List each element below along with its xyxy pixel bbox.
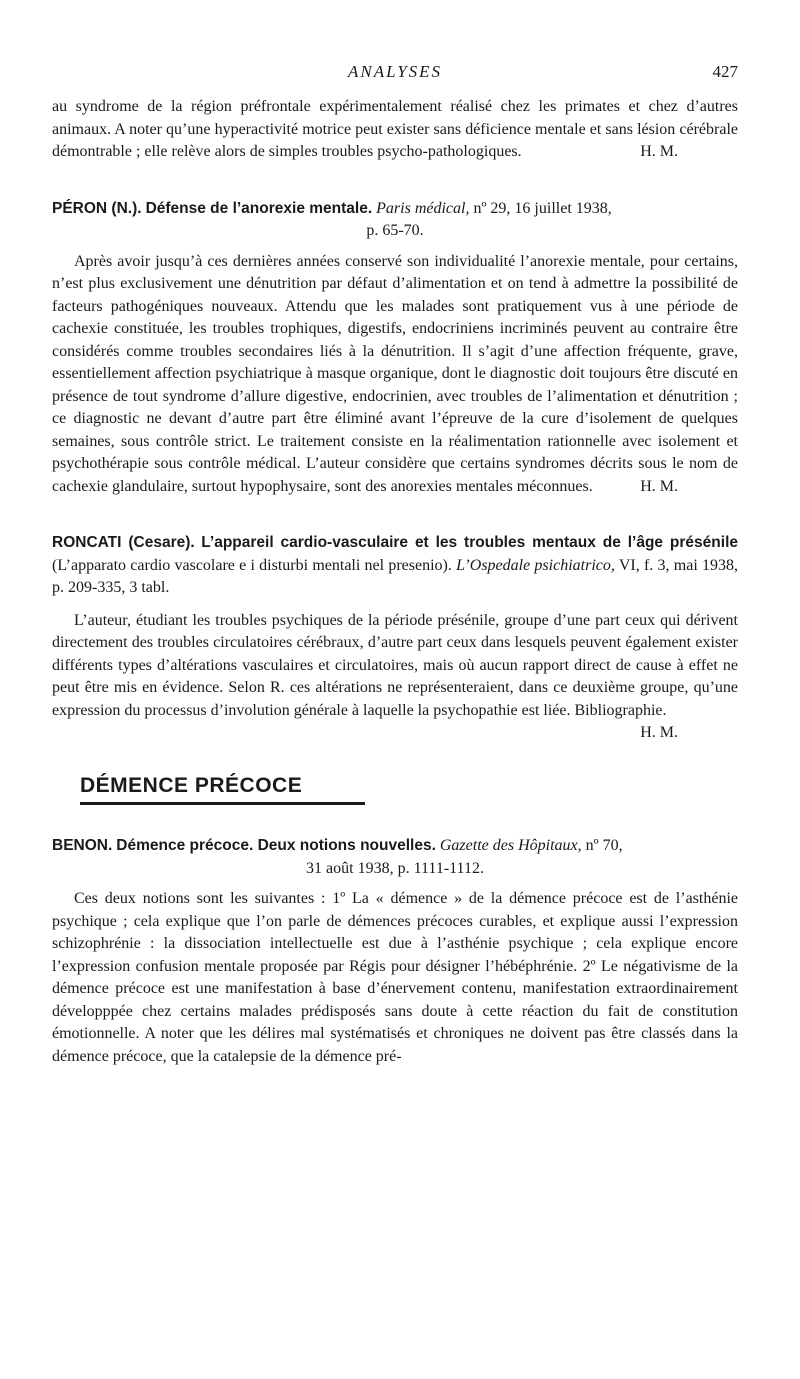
carryover-text: au syndrome de la région préfrontale expérimentalement réalisé chez les primates et chez d’autres animaux. A noter qu’une hyperactivité motrice peut exister sans déficience mentale et sans lésion cérébrale démontrable ; elle relève alors de simples troubles psycho-pathologiques. — [52, 98, 738, 160]
entry-body-roncati — [52, 610, 738, 741]
entry-title: Démence précoce. Deux notions nouvelles. — [116, 837, 436, 854]
entry-journal: Gazette des Hôpitaux, — [439, 837, 582, 854]
entry-body-peron — [52, 251, 738, 499]
entry-body-text: L’auteur, étudiant les troubles psychiques de la période présénile, groupe d’une part ceux qui dérivent directement des troubles circulatoires cérébraux, d’autre part ceux dans lesquels peuvent également exister différents types d’altérations vasculaires et circulatoires, mais où aucun rapport direct de cause à effet ne peut être mis en évidence. Selon R. ces altérations ne représenteraient, dans ce deuxième groupe, qu’une expression du processus d’involution générale à laquelle la psychopathie est liée. Bibliographie. — [52, 611, 738, 719]
entry-author: PÉRON (N.). — [52, 199, 142, 217]
entry-title: Défense de l’anorexie mentale. — [145, 199, 373, 217]
entry-citation: nº 70, — [585, 837, 623, 854]
entry-journal: Paris médical, — [376, 199, 470, 217]
page-content — [52, 96, 738, 1068]
entry-body-text: Après avoir jusqu’à ces dernières années conservé son individualité l’anorexie mentale, pour certains, n’est plus exclusivement une dénutrition par défaut d’alimentation et on tend à admettre la possibilité de facteurs pathogéniques nouveaux. Attendu que les malades sont pratiquement vus à une période de cachexie constituée, les troubles trophiques, digestifs, endocriniens incriminés peuvent au contraire être considérés comme troubles secondaires liés à la dénutrition. Il s’agit d’une affection fréquente, grave, essentiellement affection psychiatrique à masque organique, dont le diagnostic doit toujours être discuté en présence de tout syndrome d’allure digestive, endocrinien, avec troubles de l’alimentation et dénutrition ; ce diagnostic ne devant d’autre part être éliminé avant l’épreuve de la cure d’isolement de quelques semaines, sous contrôle strict. Le traitement consiste en la réalimentation rationnelle avec isolement et psychothérapie sous contrôle médical. L’auteur considère que certains syndromes décrits sous le nom de cachexie glandulaire, surtout hypophysaire, sont des anorexies mentales méconnues. — [52, 252, 738, 495]
entry-author: BENON. — [52, 837, 113, 854]
carryover-paragraph — [52, 96, 738, 164]
entry-citation: VI, f. 3, mai 1938, p. 209-335, 3 tabl. — [52, 556, 739, 596]
entry-citation-pages: p. 65-70. — [366, 222, 424, 239]
entry-heading-benon — [52, 835, 738, 880]
entry-signature: H. M. — [640, 724, 678, 741]
section-heading: DÉMENCE PRÉCOCE — [80, 774, 303, 797]
entry-citation: nº 29, 16 juillet 1938, — [473, 199, 612, 217]
entry-heading-peron — [52, 198, 738, 243]
entry-journal: L’Ospedale psichiatrico, — [456, 556, 615, 574]
entry-body-text: Ces deux notions sont les suivantes : 1º La « démence » de la démence précoce est de l’asthénie psychique ; cela explique que l’on parle de démences précoces curables, et explique aussi l’expression schizophrénie : la dissociation intellectuelle est due à l’asthénie psychique ; cela explique encore l’expression confusion mentale proposée par Régis pour désigner l’hébéphrénie. 2º Le négativisme de la démence précoce est une manifestation à base d’énervement contenu, manifestation extraordinairement développpée chez certains malades prédisposés sans doute à cette réaction du fait de constitution émotionnelle. A noter que les délires mal systématisés et chroniques ne doivent pas être classés dans la démence précoce, que la catalepsie de la démence pré- — [52, 890, 738, 1065]
entry-citation-pages: 31 août 1938, p. 1111-1112. — [306, 859, 484, 877]
entry-signature: H. M. — [640, 477, 678, 495]
entry-heading-roncati — [52, 532, 738, 600]
entry-author: RONCATI (Cesare). — [52, 534, 195, 551]
entry-translation: (L’apparato cardio vascolare e i disturbi mentali nel presenio). — [52, 556, 452, 574]
carryover-signature: H. M. — [640, 143, 678, 160]
entry-body-benon — [52, 888, 738, 1068]
running-head — [52, 62, 738, 86]
entry-title: L’appareil cardio-vasculaire et les troubles mentaux de l’âge présénile — [201, 534, 738, 551]
running-head-title: ANALYSES — [347, 62, 443, 81]
page-number: 427 — [712, 62, 738, 81]
